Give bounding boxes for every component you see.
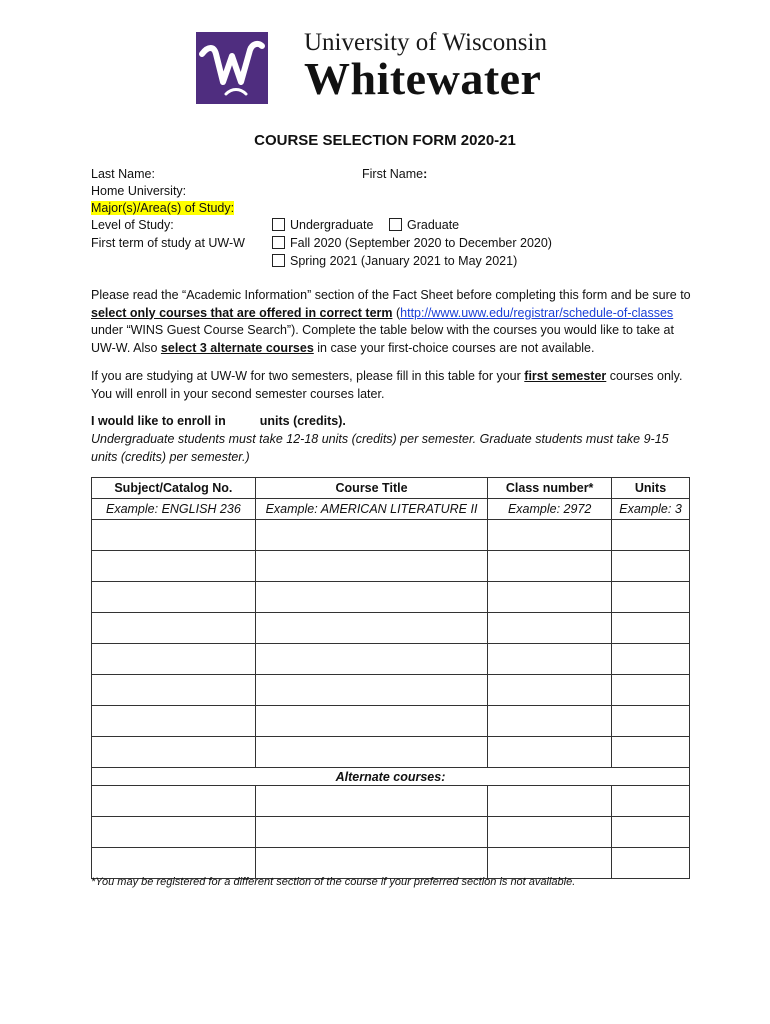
table-row[interactable] bbox=[92, 582, 690, 613]
first-term-label: First term of study at UW-W bbox=[91, 236, 245, 250]
table-cell[interactable] bbox=[255, 786, 488, 817]
graduate-checkbox[interactable] bbox=[389, 218, 402, 231]
last-name-label: Last Name: bbox=[91, 167, 155, 181]
table-row[interactable] bbox=[92, 786, 690, 817]
first-name-label bbox=[362, 167, 427, 181]
alternate-courses-label: Alternate courses: bbox=[92, 768, 690, 786]
graduate-option[interactable] bbox=[389, 218, 459, 232]
graduate-label: Graduate bbox=[407, 218, 460, 232]
table-cell[interactable] bbox=[92, 551, 256, 582]
enroll-units-label: units (credits). bbox=[259, 414, 346, 428]
semester-text-1: If you are studying at UW-W for two semesters, please fill in this table for your bbox=[91, 369, 525, 383]
spring-option[interactable] bbox=[272, 254, 517, 268]
table-cell[interactable] bbox=[612, 737, 690, 768]
semester-paragraph bbox=[91, 368, 691, 403]
table-cell[interactable] bbox=[92, 737, 256, 768]
table-cell[interactable] bbox=[488, 737, 612, 768]
table-cell[interactable] bbox=[92, 644, 256, 675]
instructions-text-1: Please read the “Academic Information” section of the Fact Sheet before completing this form and be sure to bbox=[91, 288, 691, 302]
logo-text bbox=[304, 28, 547, 102]
table-cell[interactable] bbox=[488, 848, 612, 879]
university-logo bbox=[196, 28, 576, 108]
table-cell[interactable] bbox=[255, 644, 488, 675]
table-cell[interactable] bbox=[92, 786, 256, 817]
undergraduate-option[interactable] bbox=[272, 218, 373, 232]
table-cell[interactable] bbox=[255, 817, 488, 848]
undergraduate-label: Undergraduate bbox=[290, 218, 374, 232]
table-row[interactable] bbox=[92, 737, 690, 768]
fall-checkbox[interactable] bbox=[272, 236, 285, 249]
table-cell[interactable] bbox=[612, 582, 690, 613]
course-table bbox=[91, 477, 690, 879]
table-cell[interactable] bbox=[255, 582, 488, 613]
table-cell[interactable] bbox=[92, 520, 256, 551]
table-row[interactable] bbox=[92, 675, 690, 706]
table-cell[interactable] bbox=[92, 613, 256, 644]
table-row[interactable] bbox=[92, 551, 690, 582]
table-cell[interactable] bbox=[612, 551, 690, 582]
table-cell[interactable] bbox=[488, 706, 612, 737]
table-cell[interactable] bbox=[255, 613, 488, 644]
form-title: COURSE SELECTION FORM 2020-21 bbox=[254, 132, 516, 149]
table-cell[interactable] bbox=[612, 848, 690, 879]
table-row[interactable] bbox=[92, 520, 690, 551]
semester-text-2: courses only. You will enroll in your second semester courses later. bbox=[91, 369, 683, 401]
table-row[interactable] bbox=[92, 644, 690, 675]
schedule-link-part2[interactable]: classes bbox=[631, 305, 674, 320]
table-cell[interactable] bbox=[255, 551, 488, 582]
table-cell[interactable] bbox=[92, 848, 256, 879]
units-note: Undergraduate students must take 12-18 units (credits) per semester. Graduate students must take 9-15 units (credits) per semester.) bbox=[91, 432, 669, 464]
header-subject: Subject/Catalog No. bbox=[92, 478, 256, 499]
header-units: Units bbox=[612, 478, 690, 499]
instructions-text-4: in case your first-choice courses are not available. bbox=[313, 340, 595, 355]
major-colon: : bbox=[230, 201, 235, 215]
instructions-text-2: ( bbox=[392, 305, 401, 320]
logo-campus-name: Whitewater bbox=[304, 53, 542, 104]
table-cell[interactable] bbox=[612, 786, 690, 817]
table-cell[interactable] bbox=[612, 675, 690, 706]
fall-option[interactable] bbox=[272, 236, 552, 250]
header-course-title: Course Title bbox=[255, 478, 488, 499]
table-row[interactable] bbox=[92, 817, 690, 848]
table-cell[interactable] bbox=[255, 848, 488, 879]
first-name-colon: : bbox=[423, 167, 428, 181]
footnote: *You may be registered for a different section of the course if your preferred section is not available. bbox=[91, 876, 576, 888]
table-cell[interactable] bbox=[92, 706, 256, 737]
schedule-link-part1[interactable]: http://www.uww.edu/registrar/schedule-of- bbox=[400, 305, 632, 320]
table-row[interactable] bbox=[92, 706, 690, 737]
logo-university-name: University of Wisconsin bbox=[304, 29, 547, 56]
table-cell[interactable] bbox=[488, 675, 612, 706]
table-cell[interactable] bbox=[255, 706, 488, 737]
table-cell[interactable] bbox=[488, 644, 612, 675]
example-subject: Example: ENGLISH 236 bbox=[92, 499, 256, 520]
table-cell[interactable] bbox=[488, 786, 612, 817]
table-cell[interactable] bbox=[255, 675, 488, 706]
table-cell[interactable] bbox=[488, 817, 612, 848]
table-cell[interactable] bbox=[612, 817, 690, 848]
table-cell[interactable] bbox=[92, 817, 256, 848]
enroll-line bbox=[91, 414, 346, 428]
table-cell[interactable] bbox=[255, 737, 488, 768]
undergraduate-checkbox[interactable] bbox=[272, 218, 285, 231]
table-cell[interactable] bbox=[255, 520, 488, 551]
table-row[interactable] bbox=[92, 613, 690, 644]
spring-checkbox[interactable] bbox=[272, 254, 285, 267]
level-of-study-label: Level of Study: bbox=[91, 218, 174, 232]
instructions-text-3: under “WINS Guest Course Search”). Complete the table below with the courses you would like to take at UW-W. Also bbox=[91, 323, 674, 355]
w-logo-icon bbox=[196, 32, 268, 104]
home-university-label: Home University: bbox=[91, 184, 187, 198]
table-cell[interactable] bbox=[612, 520, 690, 551]
instructions-paragraph bbox=[91, 287, 691, 357]
instructions-bold-1: select only courses that are offered in correct term bbox=[91, 305, 393, 320]
enroll-label: I would like to enroll in bbox=[91, 414, 226, 428]
table-cell[interactable] bbox=[92, 675, 256, 706]
table-cell[interactable] bbox=[488, 613, 612, 644]
major-label bbox=[91, 201, 234, 215]
table-cell[interactable] bbox=[612, 613, 690, 644]
example-units: Example: 3 bbox=[612, 499, 690, 520]
table-cell[interactable] bbox=[488, 520, 612, 551]
table-row[interactable] bbox=[92, 848, 690, 879]
semester-bold: first semester bbox=[524, 369, 607, 383]
table-example-row bbox=[92, 499, 690, 520]
first-name-text: First Name bbox=[362, 167, 424, 181]
header-class-number: Class number* bbox=[488, 478, 612, 499]
table-cell[interactable] bbox=[612, 706, 690, 737]
table-cell[interactable] bbox=[488, 582, 612, 613]
table-header-row bbox=[92, 478, 690, 499]
example-class-number: Example: 2972 bbox=[488, 499, 612, 520]
instructions-bold-2: select 3 alternate courses bbox=[160, 340, 314, 355]
table-cell[interactable] bbox=[612, 644, 690, 675]
spring-label: Spring 2021 (January 2021 to May 2021) bbox=[290, 254, 518, 268]
example-course-title: Example: AMERICAN LITERATURE II bbox=[255, 499, 488, 520]
table-cell[interactable] bbox=[488, 551, 612, 582]
fall-label: Fall 2020 (September 2020 to December 2020) bbox=[290, 236, 552, 250]
table-cell[interactable] bbox=[92, 582, 256, 613]
major-text: Major(s)/Area(s) of Study bbox=[91, 201, 231, 215]
alternate-courses-row bbox=[92, 768, 690, 786]
